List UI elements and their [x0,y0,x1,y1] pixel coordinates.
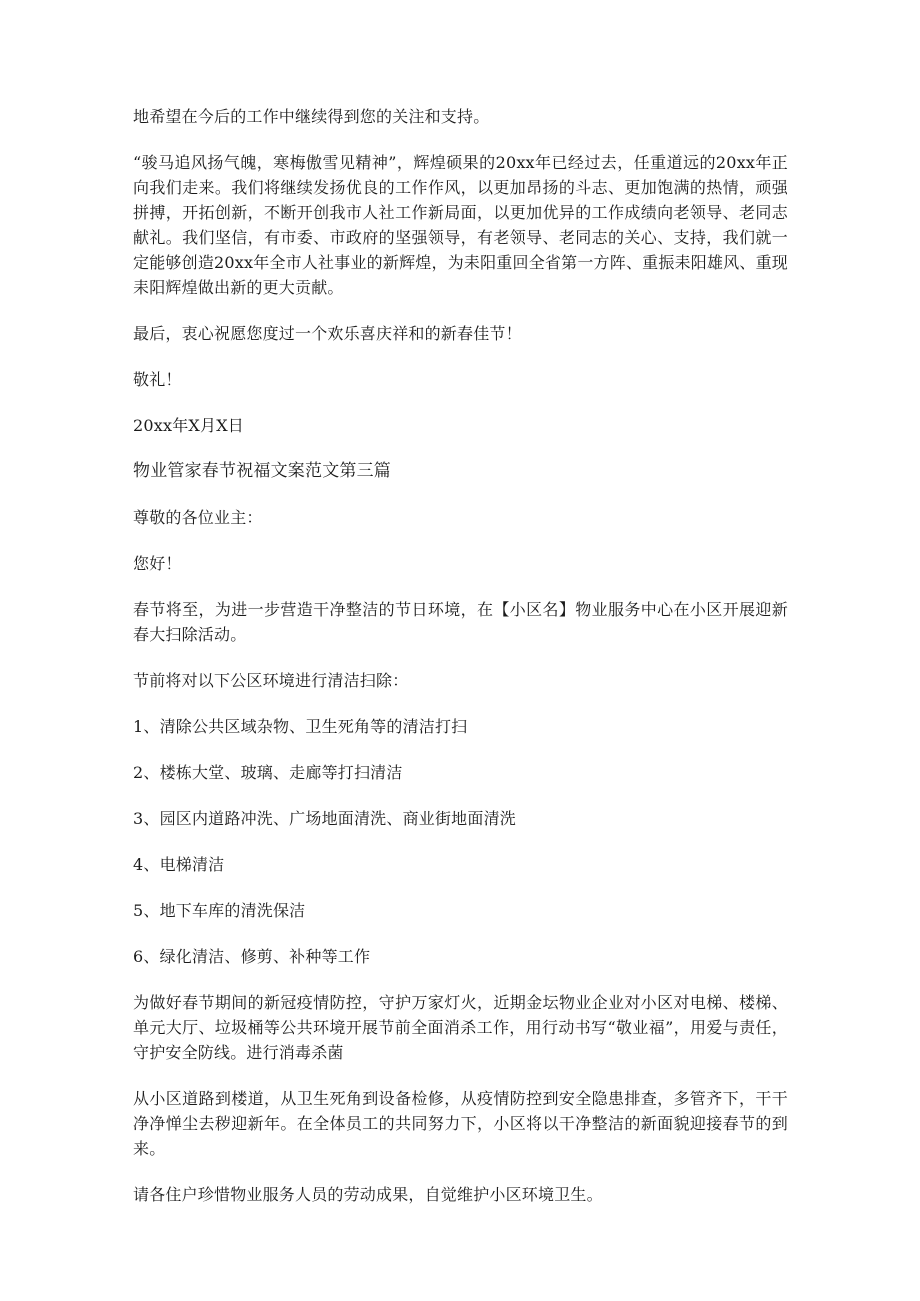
list-item: 4、电梯清洁 [133,855,225,874]
paragraph-support: 地希望在今后的工作中继续得到您的关注和支持。 [133,107,490,126]
list-item: 3、园区内道路冲洗、广场地面清洗、商业街地面清洗 [133,809,516,828]
paragraph-disinfection: 为做好春节期间的新冠疫情防控，守护万家灯火，近期金坛物业企业对小区对电梯、楼梯、单元大厅、垃圾桶等公共环境开展节前全面消杀工作，用行动书写“敬业福”，用爱与责任，守护安全防线。进行消毒杀菌 [133,993,788,1062]
document-page [133,104,788,1207]
list-item: 2、楼栋大堂、玻璃、走廊等打扫清洁 [133,763,403,782]
paragraph-intro: 春节将至，为进一步营造干净整洁的节日环境，在【小区名】物业服务中心在小区开展迎新春大扫除活动。 [133,600,788,644]
paragraph-new-year-outlook: “骏马追风扬气魄，寒梅傲雪见精神”，辉煌硕果的20xx年已经过去，任重道远的20xx年正向我们走来。我们将继续发扬优良的工作作风，以更加昂扬的斗志、更加饱满的热情，顽强拼搏，开拓创新，不断开创我市人社工作新局面，以更加优异的工作成绩向老领导、老同志献礼。我们坚信，有市委、市政府的坚强领导，有老领导、老同志的关心、支持，我们就一定能够创造20xx年全市人社事业的新辉煌，为耒阳重回全省第一方阵、重振耒阳雄风、重现耒阳辉煌做出新的更大贡献。 [133,153,788,297]
paragraph-salute: 敬礼！ [133,370,182,389]
paragraph-blessing: 最后，衷心祝愿您度过一个欢乐喜庆祥和的新春佳节！ [133,324,522,343]
section-title: 物业管家春节祝福文案范文第三篇 [133,461,391,481]
greeting: 您好！ [133,554,182,573]
paragraph-closing: 请各住户珍惜物业服务人员的劳动成果，自觉维护小区环境卫生。 [133,1185,603,1204]
paragraph-effort: 从小区道路到楼道，从卫生死角到设备检修，从疫情防控到安全隐患排查，多管齐下，干干净净惮尘去秽迎新年。在全体员工的共同努力下，小区将以干净整洁的新面貌迎接春节的到来。 [133,1089,788,1158]
paragraph-date: 20xx年X月X日 [133,416,244,435]
list-intro: 节前将对以下公区环境进行清洁扫除： [133,671,409,690]
salutation: 尊敬的各位业主： [133,508,263,527]
list-item: 1、清除公共区域杂物、卫生死角等的清洁打扫 [133,717,468,736]
list-item: 6、绿化清洁、修剪、补种等工作 [133,947,371,966]
list-item: 5、地下车库的清洗保洁 [133,901,306,920]
